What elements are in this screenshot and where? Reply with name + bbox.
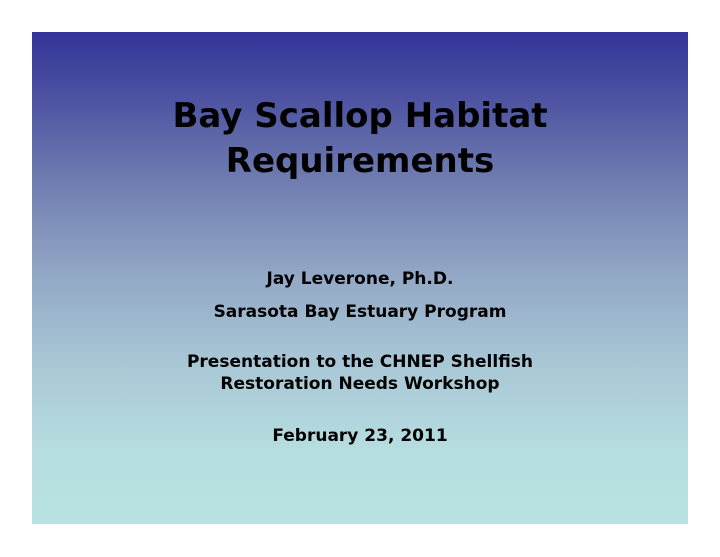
presentation-line-2: Restoration Needs Workshop: [220, 374, 500, 394]
presentation-line-1: Presentation to the CHNEP Shellfish: [186, 352, 534, 372]
slide-title: [32, 94, 688, 184]
title-slide: [32, 32, 688, 524]
slide-title-line-1: Bay Scallop Habitat: [172, 96, 548, 136]
presentation-date: February 23, 2011: [272, 426, 448, 446]
slide-title-line-2: Requirements: [225, 141, 495, 181]
author-name: Jay Leverone, Ph.D.: [266, 269, 454, 289]
organization-name: Sarasota Bay Estuary Program: [213, 302, 507, 322]
presentation-description: [32, 351, 688, 395]
